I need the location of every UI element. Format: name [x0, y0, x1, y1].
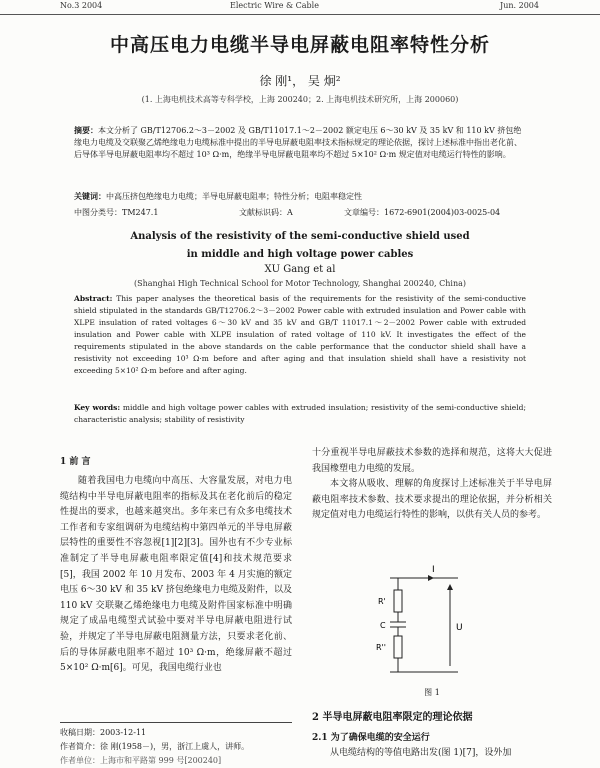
- section1-heading: 1 前 言: [60, 457, 91, 467]
- resistor-r1: [394, 590, 402, 612]
- english-affiliation: (Shanghai High Technical School for Motor Technology, Shanghai 200240, China): [133, 279, 466, 288]
- keywords-en: [74, 402, 526, 426]
- section1-continuation: 十分重视半导电屏蔽技术参数的选择和规范，这将大大促进我国橡塑电力电缆的发展。: [312, 448, 552, 474]
- abstract-en: [74, 293, 526, 377]
- abstract-cn: [74, 124, 526, 161]
- english-title-line1: Analysis of the resistivity of the semi-conductive shield used: [130, 231, 470, 242]
- footnotes: [60, 726, 292, 768]
- abstract-cn-label: 摘要：: [74, 125, 98, 135]
- article-number: 文章编号：1672-6901(2004)03-0025-04: [344, 208, 501, 217]
- current-arrow-icon: [428, 575, 434, 581]
- label-capacitor: C: [380, 621, 386, 630]
- section1-paragraph-left: 随着我国电力电缆向中高压、大容量发展，对电力电缆结构中半导电屏蔽电阻率的指标及其在老化前后的稳定性提出的要求，也越来越突出。多年来已有众多电缆技术工作者和专家组调研为电缆结构中第四单元的半导电屏蔽层特性的重要性不容忽视[1][2][3]。国外也有不少专业标准制定了半导电屏蔽电阻率限定值[4]和技术规范要求[5]，我国 2002 年 10 月发布、2003 年 4 月实施的额定电压 6～30 kV 和 35 kV 挤包绝缘电力电缆及附件，以及 110 kV 交联聚乙烯绝缘电力电缆及附件国家标准中明确规定了成品电缆型式试验中要对半导电屏蔽电阻进行试验，并规定了半导电屏蔽电阻测量方法，只要求老化前、后的导体屏蔽电阻率不超过 10³ Ω·m，绝缘屏蔽不超过 5×10² Ω·m[6]。可见，我国电缆行业也: [60, 476, 292, 674]
- english-title: [0, 228, 600, 264]
- authors: 徐 刚¹， 吴 炯²: [259, 74, 341, 88]
- header-journal: Electric Wire & Cable: [230, 1, 319, 10]
- keywords-cn: [74, 190, 526, 203]
- keywords-en-label: Key words:: [74, 403, 121, 412]
- section1-body-right: [312, 446, 552, 524]
- abstract-en-text: This paper analyses the theoretical basis of the requirements for the resistivity of the semi-conductive shield stipulated in the standards GB/T12706.2～3－2002 Power cable with extruded insulation and Power cable with XLPE insulation of rated voltages 6～30 kV and 35 kV and GB/T 11017.1～2－2002 Power cable with extruded insulation and Power cable with XLPE insulation of rated voltage of 110 kV. It investigates the effect of the requirements stipulated in the above standards on the cable performance that the conductor shield shall have a resistivity not exceeding 10³ Ω·m before and after aging and that insulation shield shall have a resistivity not exceeding 5×10² Ω·m before and after aging.: [74, 294, 526, 375]
- figure-1-caption: 图 1: [424, 688, 440, 697]
- affiliation: (1. 上海电机技术高等专科学校，上海 200240；2. 上海电机技术研究所，上海 200060): [141, 95, 459, 104]
- english-title-line2: in middle and high voltage power cables: [186, 249, 414, 260]
- clc-number: 中图分类号：TM247.1: [74, 208, 159, 217]
- footnote-rule: [60, 722, 292, 723]
- section1-body-left: [60, 474, 292, 677]
- author-info: 作者简介：徐 刚(1958－)，男，浙江上虞人，讲师。: [60, 742, 250, 751]
- doc-code: 文献标识码：A: [239, 208, 293, 217]
- received-date: 收稿日期：2003-12-11: [60, 728, 147, 737]
- section1-paragraph-right: 本文将从吸收、理解的角度探讨上述标准关于半导电屏蔽电阻率技术参数、技术要求提出的理论依据，并分析相关规定值对电力电缆运行特性的影响，以供有关人员的参考。: [312, 479, 552, 521]
- resistor-r2: [394, 636, 402, 658]
- running-header: [0, 0, 600, 15]
- section2-heading: 2 半导电屏蔽电阻率限定的理论依据: [312, 712, 473, 723]
- label-r2: R'': [376, 643, 386, 652]
- label-current: I: [432, 565, 435, 575]
- keywords-cn-label: 关键词：: [74, 191, 106, 201]
- abstract-en-label: Abstract:: [74, 294, 113, 303]
- label-voltage: U: [456, 623, 463, 633]
- voltage-arrowhead-icon: [447, 584, 453, 590]
- header-date: Jun. 2004: [500, 1, 539, 10]
- section2-1-heading: 2.1 为了确保电缆的安全运行: [312, 733, 430, 743]
- abstract-cn-text: 本文分析了 GB/T12706.2～3－2002 及 GB/T11017.1～2－2002 额定电压 6～30 kV 及 35 kV 和 110 kV 挤包绝缘电力电缆及交联聚乙烯绝缘电力电缆标准中提出的半导电屏蔽电阻率技术指标规定的理论依据，探讨上述标准中指出老化前、后导体半导电屏蔽电阻率均不超过 10³ Ω·m，绝缘半导电屏蔽电阻率均不超过 5×10² Ω·m 规定值对电缆运行特性的影响。: [74, 126, 522, 159]
- header-issue: No.3 2004: [60, 1, 103, 10]
- keywords-en-text: middle and high voltage power cables with extruded insulation; resistivity of the semi-conductive shield; characteristic analysis; stability of resistivity: [74, 403, 526, 424]
- figure-1-circuit: [370, 560, 480, 685]
- label-r1: R': [378, 597, 386, 606]
- section2-1-text: 从电缆结构的等值电路出发(图 1)[7]，设外加: [330, 748, 512, 758]
- english-authors: XU Gang et al: [264, 264, 336, 275]
- meta-row: [74, 207, 526, 219]
- keywords-cn-text: 中高压挤包绝缘电力电缆；半导电屏蔽电阻率；特性分析；电阻率稳定性: [106, 192, 362, 201]
- paper-title: 中高压电力电缆半导电屏蔽电阻率特性分析: [109, 34, 490, 56]
- author-address: 作者单位：上海市和平路第 999 号[200240]: [60, 756, 222, 765]
